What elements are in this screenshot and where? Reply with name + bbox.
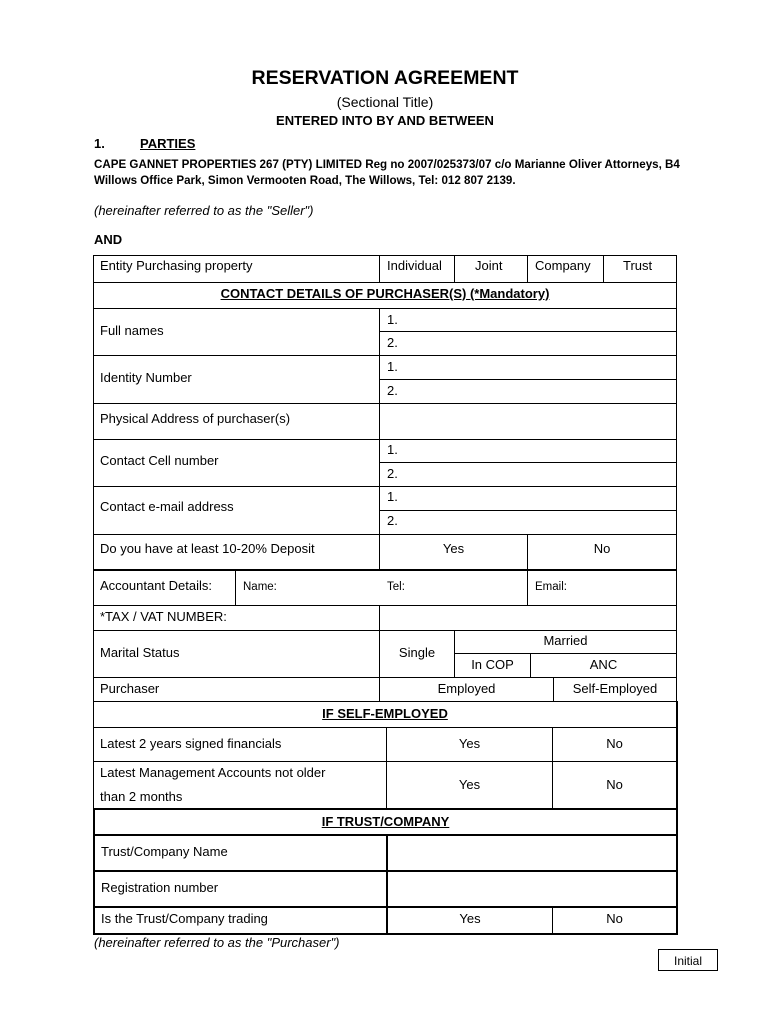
- management-yes-option[interactable]: Yes: [458, 777, 481, 792]
- physical-address-label: Physical Address of purchaser(s): [100, 411, 291, 426]
- purchaser-employment-label: Purchaser: [100, 681, 160, 696]
- employed-option[interactable]: Employed: [437, 681, 496, 696]
- entity-purchasing-label: Entity Purchasing property: [100, 258, 253, 273]
- deposit-yes-option[interactable]: Yes: [442, 541, 465, 556]
- seller-reference: (hereinafter referred to as the "Seller"): [94, 203, 314, 218]
- married-in-cop-option[interactable]: In COP: [471, 657, 514, 672]
- registration-number-label: Registration number: [101, 880, 219, 895]
- accountant-details-label: Accountant Details:: [100, 578, 213, 593]
- trust-trading-label: Is the Trust/Company trading: [101, 911, 268, 926]
- accountant-email-field[interactable]: Email:: [535, 581, 567, 593]
- management-accounts-label-line2: than 2 months: [100, 789, 183, 804]
- cell-number-label: Contact Cell number: [100, 453, 219, 468]
- initial-box[interactable]: Initial: [658, 949, 718, 971]
- tax-vat-field[interactable]: [381, 607, 675, 629]
- identity-number-field-2[interactable]: 2.: [387, 383, 398, 398]
- identity-number-field-1[interactable]: 1.: [387, 359, 398, 374]
- self-employed-option[interactable]: Self-Employed: [572, 681, 658, 696]
- full-names-label: Full names: [100, 323, 164, 338]
- deposit-question-label: Do you have at least 10-20% Deposit: [100, 541, 315, 556]
- entity-option-individual[interactable]: Individual: [387, 258, 442, 273]
- full-names-field-2[interactable]: 2.: [387, 335, 398, 350]
- seller-details: CAPE GANNET PROPERTIES 267 (PTY) LIMITED Reg no 2007/025373/07 c/o Marianne Oliver Attorneys, B4 Willows Office Park, Simon Vermooten Road, The Willows, Tel: 012 807 2139.: [94, 158, 680, 187]
- deposit-no-option[interactable]: No: [593, 541, 611, 556]
- trust-company-name-field[interactable]: [389, 837, 675, 869]
- entity-option-trust[interactable]: Trust: [623, 258, 653, 273]
- and-label: AND: [94, 232, 123, 247]
- married-anc-option[interactable]: ANC: [589, 657, 618, 672]
- marital-single-option[interactable]: Single: [398, 645, 436, 660]
- accountant-name-field[interactable]: Name:: [243, 581, 277, 593]
- self-employed-heading: IF SELF-EMPLOYED: [322, 706, 448, 721]
- identity-number-label: Identity Number: [100, 370, 192, 385]
- document-title: RESERVATION AGREEMENT: [251, 67, 519, 89]
- contact-details-heading: CONTACT DETAILS OF PURCHASER(S) (*Mandatory): [220, 286, 550, 301]
- trust-company-heading: IF TRUST/COMPANY: [321, 814, 450, 829]
- section-number: 1.: [94, 136, 105, 151]
- management-no-option[interactable]: No: [606, 777, 623, 792]
- marital-married-option[interactable]: Married: [543, 633, 588, 648]
- physical-address-field[interactable]: [381, 406, 675, 438]
- email-field-1[interactable]: 1.: [387, 489, 398, 504]
- registration-number-field[interactable]: [389, 873, 675, 905]
- entered-into-heading: ENTERED INTO BY AND BETWEEN: [276, 113, 494, 128]
- cell-number-field-2[interactable]: 2.: [387, 466, 398, 481]
- email-address-label: Contact e-mail address: [100, 499, 234, 514]
- trust-company-name-label: Trust/Company Name: [101, 844, 228, 859]
- signed-financials-label: Latest 2 years signed financials: [100, 736, 282, 751]
- cell-number-field-1[interactable]: 1.: [387, 442, 398, 457]
- entity-option-company[interactable]: Company: [535, 258, 591, 273]
- trading-yes-option[interactable]: Yes: [459, 911, 481, 926]
- purchaser-reference: (hereinafter referred to as the "Purchaser"): [94, 935, 340, 950]
- document-subtitle: (Sectional Title): [336, 94, 434, 110]
- financials-no-option[interactable]: No: [606, 736, 623, 751]
- entity-option-joint[interactable]: Joint: [475, 258, 503, 273]
- accountant-tel-field[interactable]: Tel:: [387, 581, 405, 593]
- section-title: PARTIES: [140, 136, 196, 151]
- full-names-field-1[interactable]: 1.: [387, 312, 398, 327]
- financials-yes-option[interactable]: Yes: [458, 736, 481, 751]
- trading-no-option[interactable]: No: [606, 911, 623, 926]
- tax-vat-label: *TAX / VAT NUMBER:: [100, 609, 227, 624]
- marital-status-label: Marital Status: [100, 645, 180, 660]
- email-field-2[interactable]: 2.: [387, 513, 398, 528]
- management-accounts-label-line1: Latest Management Accounts not older: [100, 765, 326, 780]
